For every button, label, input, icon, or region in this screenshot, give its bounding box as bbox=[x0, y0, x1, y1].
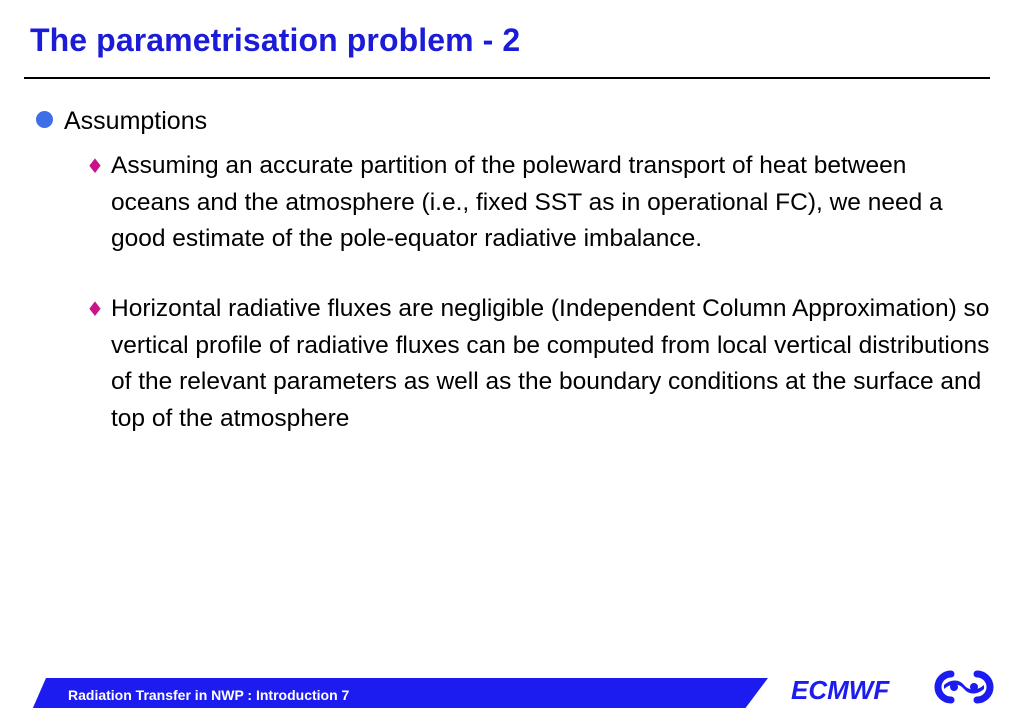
diamond-bullet-icon: ♦ bbox=[86, 154, 104, 178]
diamond-bullet-icon: ♦ bbox=[86, 297, 104, 321]
circle-bullet-icon bbox=[36, 111, 53, 128]
sub-bullet-partition bbox=[86, 148, 991, 258]
sub-bullet-text: Horizontal radiative fluxes are negligible (Independent Column Approximation) so vertical profile of radiative fluxes can be computed from local vertical distributions of the relevant parameters as well as the boundary conditions at the surface and top of the atmosphere bbox=[111, 295, 990, 432]
brand-name: ECMWF bbox=[791, 675, 890, 705]
sub-bullet-fluxes bbox=[86, 291, 991, 437]
ecmwf-logo-icon bbox=[934, 667, 994, 707]
footer-caption: Radiation Transfer in NWP : Introduction 7 bbox=[68, 687, 350, 703]
bullet-assumptions bbox=[36, 103, 207, 139]
bullet-text: Assumptions bbox=[64, 107, 208, 135]
sub-bullet-text: Assuming an accurate partition of the poleward transport of heat between oceans and the atmosphere (i.e., fixed SST as in operational FC), we need a good estimate of the pole-equator radiative imbalance. bbox=[111, 152, 943, 252]
slide-title: The parametrisation problem - 2 bbox=[30, 22, 521, 58]
